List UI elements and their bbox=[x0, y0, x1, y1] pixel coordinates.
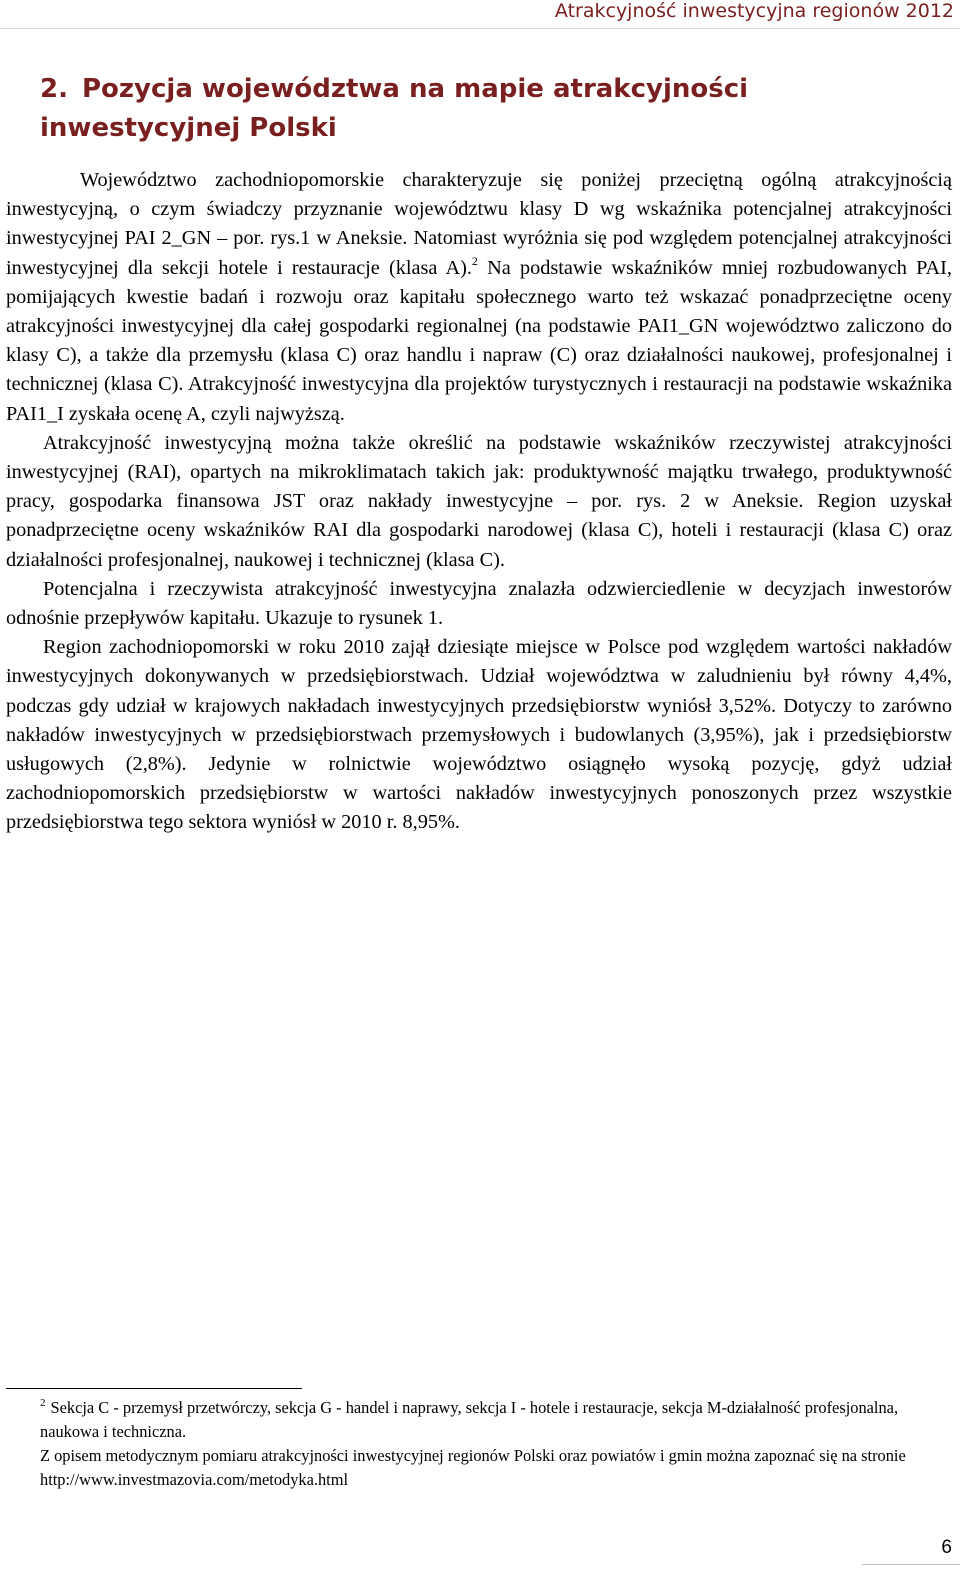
paragraph-1 bbox=[6, 166, 952, 429]
footnote-divider bbox=[6, 1388, 302, 1389]
paragraph-1-continuation: Na podstawie wskaźników mniej rozbudowanych PAI, pomijających kwestie badań i rozwoju oraz kapitału społecznego warto też wskazać ponadprzeciętne oceny atrakcyjności inwestycyjnej dla całej gospodarki regionalnej (na podstawie PAI1_GN województwo zaliczono do klasy C), a także dla przemysłu (klasa C) oraz handlu i napraw (C) oraz działalności naukowej, profesjonalnej i technicznej (klasa C). Atrakcyjność inwestycyjna dla projektów turystycznych i restauracji na podstawie wskaźnika PAI1_I zyskała ocenę A, czyli najwyższą. bbox=[6, 256, 952, 425]
running-header: Atrakcyjność inwestycyjna regionów 2012 bbox=[554, 0, 954, 22]
paragraph-4: Region zachodniopomorski w roku 2010 zajął dziesiąte miejsce w Polsce pod względem wartości nakładów inwestycyjnych dokonywanych w przedsiębiorstwach. Udział województwa w zaludnieniu był równy 4,4%, podczas gdy udział w krajowych nakładach inwestycyjnych przedsiębiorstw wyniósł 3,52%. Dotyczy to zarówno nakładów inwestycyjnych w przedsiębiorstwach przemysłowych i budowlanych (3,95%), jak i przedsiębiorstw usługowych (2,8%). Jedynie w rolnictwie województwo osiągnęło wysoką pozycję, gdyż udział zachodniopomorskich przedsiębiorstw w wartości nakładów inwestycyjnych ponoszonych przez wszystkie przedsiębiorstwa tego sektora wyniósł w 2010 r. 8,95%. bbox=[6, 636, 952, 834]
paragraph-2: Atrakcyjność inwestycyjną można także określić na podstawie wskaźników rzeczywistej atrakcyjności inwestycyjnej (RAI), opartych na mikroklimatach takich jak: produktywność majątku trwałego, produktywność pracy, gospodarka finansowa JST oraz nakłady inwestycyjne – por. rys. 2 w Aneksie. Region uzyskał ponadprzeciętne oceny wskaźników RAI dla gospodarki narodowej (klasa C), hoteli i restauracji (klasa C) oraz działalności profesjonalnej, naukowej i technicznej (klasa C). bbox=[6, 431, 952, 571]
paragraph-3: Potencjalna i rzeczywista atrakcyjność inwestycyjna znalazła odzwierciedlenie w decyzjach inwestorów odnośnie przepływów kapitału. Ukazuje to rysunek 1. bbox=[6, 577, 952, 630]
footnote-reference: 2 bbox=[471, 253, 478, 268]
page-number-rule bbox=[862, 1564, 960, 1565]
section-number: 2. bbox=[40, 74, 68, 104]
footnotes bbox=[40, 1396, 945, 1492]
footnote-2-continuation: Z opisem metodycznym pomiaru atrakcyjności inwestycyjnej regionów Polski oraz powiatów i gmin można zapoznać się na stronie http://www.investmazovia.com/metodyka.html bbox=[40, 1446, 906, 1489]
body-text bbox=[6, 166, 952, 838]
footnote-2 bbox=[40, 1396, 945, 1444]
header-divider bbox=[0, 28, 960, 29]
paragraph-1-text: Województwo zachodniopomorskie charakteryzuje się poniżej przeciętną ogólną atrakcyjnością inwestycyjną, o czym świadczy przyznanie województwu klasy D wg wskaźnika potencjalnej atrakcyjności inwestycyjnej PAI 2_GN – por. rys.1 w Aneksie. Natomiast wyróżnia się pod względem potencjalnej atrakcyjności inwestycyjnej dla sekcji hotele i restauracje (klasa A). bbox=[6, 169, 952, 279]
page-number: 6 bbox=[941, 1537, 952, 1558]
footnote-2-text: Sekcja C - przemysł przetwórczy, sekcja G - handel i naprawy, sekcja I - hotele i restauracje, sekcja M-działalność profesjonalna, naukowa i techniczna. bbox=[40, 1398, 899, 1441]
footnote-number: 2 bbox=[40, 1397, 46, 1409]
section-heading bbox=[40, 70, 920, 148]
section-title: Pozycja województwa na mapie atrakcyjności inwestycyjnej Polski bbox=[40, 74, 749, 143]
